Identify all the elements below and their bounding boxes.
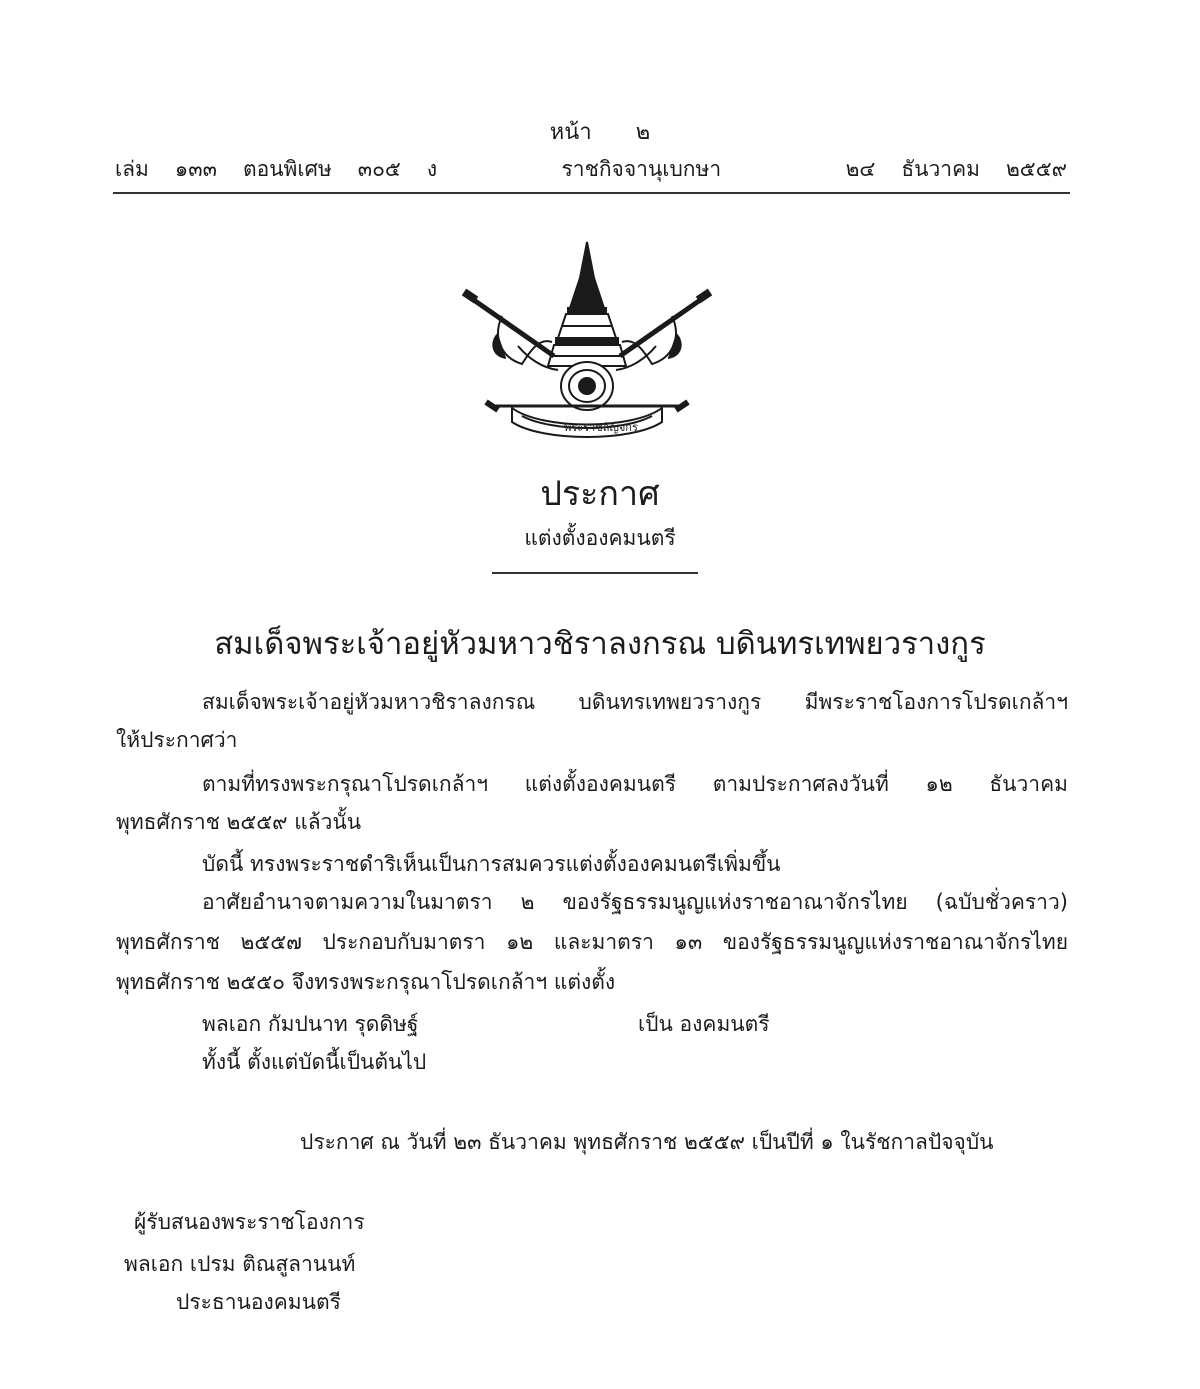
countersign-name: พลเอก เปรม ติณสูลานนท์ — [124, 1252, 356, 1276]
p2-word: ๑๒ — [925, 772, 953, 796]
p2-word: ตามประกาศลงวันที่ — [712, 772, 889, 796]
header-rule — [113, 192, 1070, 194]
countersign-title: ผู้รับสนองพระราชโองการ — [134, 1210, 365, 1234]
issue-date-year: ๒๕๕๙ — [1005, 156, 1067, 181]
paragraph-2-line-2: พุทธศักราช ๒๕๕๙ แล้วนั้น — [116, 810, 362, 834]
emblem-ribbon-text: พระราชลัญจกร — [564, 421, 638, 434]
issue-date-day: ๒๔ — [845, 156, 876, 181]
p4-word: อาศัยอำนาจตามความในมาตรา — [202, 890, 493, 914]
p2-word: ธันวาคม — [989, 772, 1068, 796]
effective-clause: ทั้งนี้ ตั้งแต่บัดนี้เป็นต้นไป — [202, 1050, 427, 1074]
page-number — [0, 114, 1200, 149]
p4-word: พุทธศักราช — [116, 930, 220, 954]
gazette-header — [115, 152, 1067, 186]
gazette-name-text: ราชกิจจานุเบกษา — [561, 156, 722, 181]
p4-word: ของรัฐธรรมนูญแห่งราชอาณาจักรไทย — [722, 930, 1068, 954]
section-number: ๓๐๕ — [357, 156, 401, 181]
paragraph-4-line-2 — [116, 926, 1068, 959]
issue-date — [846, 153, 1067, 186]
paragraph-3: บัดนี้ ทรงพระราชดำริเห็นเป็นการสมควรแต่งตั้งองคมนตรีเพิ่มขึ้น — [202, 852, 781, 876]
countersign-position: ประธานองคมนตรี — [176, 1290, 341, 1314]
p4-word: ๒๕๕๗ — [240, 930, 302, 954]
appointee-position: เป็น องคมนตรี — [638, 1012, 770, 1036]
royal-emblem-icon — [462, 238, 712, 443]
dated-line: ประกาศ ณ วันที่ ๒๓ ธันวาคม พุทธศักราช ๒๕๕๙ เป็นปีที่ ๑ ในรัชกาลปัจจุบัน — [300, 1130, 994, 1154]
gazette-name — [562, 153, 722, 186]
p4-word: และมาตรา — [553, 930, 654, 954]
paragraph-2-line-1 — [202, 768, 1068, 801]
volume-number: ๑๓๓ — [174, 156, 217, 181]
page-label: หน้า — [549, 120, 592, 145]
p4-word: ๑๒ — [506, 930, 534, 954]
issue-date-month: ธันวาคม — [901, 156, 980, 181]
title-rule — [492, 572, 698, 574]
p4-word: ๒ — [520, 890, 535, 914]
p2-word: ตามที่ทรงพระกรุณาโปรดเกล้าฯ — [202, 772, 489, 796]
p4-word: (ฉบับชั่วคราว) — [935, 890, 1068, 914]
p4-word: ๑๓ — [674, 930, 703, 954]
p1-word: สมเด็จพระเจ้าอยู่หัวมหาวชิราลงกรณ — [202, 690, 536, 714]
section-label: ตอนพิเศษ — [242, 156, 332, 181]
p1-word: บดินทรเทพยวรางกูร — [578, 690, 762, 714]
paragraph-4-line-3: พุทธศักราช ๒๕๕๐ จึงทรงพระกรุณาโปรดเกล้าฯ แต่งตั้ง — [116, 970, 616, 994]
paragraph-1-line-2: ให้ประกาศว่า — [116, 728, 238, 752]
p4-word: ประกอบกับมาตรา — [322, 930, 486, 954]
page-number-value: ๒ — [635, 120, 651, 145]
announcement-subtitle: แต่งตั้งองคมนตรี — [524, 526, 676, 550]
p1-word: มีพระราชโองการโปรดเกล้าฯ — [804, 690, 1068, 714]
p2-word: แต่งตั้งองคมนตรี — [524, 772, 677, 796]
section-letter: ง — [426, 156, 438, 181]
king-title: สมเด็จพระเจ้าอยู่หัวมหาวชิราลงกรณ บดินทรเทพยวรางกูร — [214, 626, 986, 662]
paragraph-4-line-1 — [202, 886, 1068, 919]
volume-label: เล่ม — [115, 156, 149, 181]
announcement-title: ประกาศ — [540, 474, 660, 514]
volume-info — [115, 153, 437, 186]
paragraph-1-line-1 — [202, 686, 1068, 719]
appointee-name: พลเอก กัมปนาท รุดดิษฐ์ — [202, 1012, 419, 1036]
p4-word: ของรัฐธรรมนูญแห่งราชอาณาจักรไทย — [562, 890, 908, 914]
